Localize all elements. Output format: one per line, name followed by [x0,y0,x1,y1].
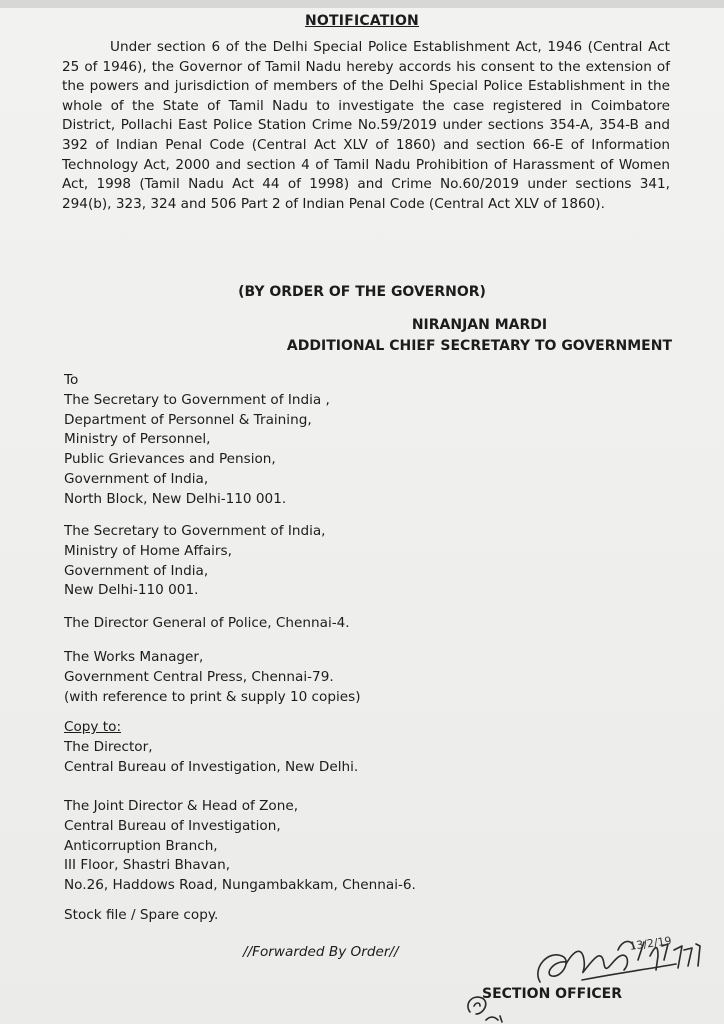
recipient-block [64,648,664,707]
copy-recipient-line: No.26, Haddows Road, Nungambakkam, Chennai-6. [64,877,416,894]
copy-recipient-line: Anticorruption Branch, [64,837,218,854]
copy-to-block [64,718,664,777]
signatory-name: NIRANJAN MARDI [411,317,548,333]
signatory-designation: ADDITIONAL CHIEF SECRETARY TO GOVERNMENT [286,338,672,354]
recipient-line: Government of India, [64,562,209,579]
recipient-line: The Secretary to Government of India , [64,391,330,408]
recipient-block [64,522,664,601]
handwritten-signature-icon [462,920,724,1024]
copy-to-label: Copy to: [64,719,122,735]
forwarded-by-order: //Forwarded By Order// [243,944,399,960]
copy-recipient-line: The Director, [64,738,153,755]
recipient-line: Ministry of Home Affairs, [64,542,232,559]
recipient-line: Government of India, [64,470,209,487]
recipient-line: The Secretary to Government of India, [64,523,326,539]
top-edge [0,0,724,8]
recipient-line: The Works Manager, [64,649,204,665]
to-block [64,371,664,510]
recipient-line: North Block, New Delhi-110 001. [64,490,287,507]
recipient-block [64,614,664,634]
order-line: (BY ORDER OF THE GOVERNOR) [238,284,486,300]
recipient-line: Ministry of Personnel, [64,431,211,448]
notification-body: Under section 6 of the Delhi Special Police Establishment Act, 1946 (Central Act 25 of 1946), the Governor of Tamil Nadu hereby accords his consent to the extension of the powers and jurisdiction of members of the Delhi Special Police Establishment in the whole of the State of Tamil Nadu to investigate the case registered in Coimbatore District, Pollachi East Police Station Crime No.59/2019 under sections 354-A, 354-B and 392 of Indian Penal Code (Central Act XLV of 1860) and section 66-E of Information Technology Act, 2000 and section 4 of Tamil Nadu Prohibition of Harassment of Women Act, 1998 (Tamil Nadu Act 44 of 1998) and Crime No.60/2019 under sections 341, 294(b), 323, 324 and 506 Part 2 of Indian Penal Code (Central Act XLV of 1860). [62,39,670,212]
signatory-block [287,315,672,357]
recipient-line: Public Grievances and Pension, [64,451,276,468]
recipient-line: Department of Personnel & Training, [64,411,312,428]
copy-recipient-line: III Floor, Shastri Bhavan, [64,857,231,874]
recipient-line: (with reference to print & supply 10 copies) [64,688,361,705]
copy-recipient-line: Central Bureau of Investigation, [64,817,281,834]
to-label: To [64,372,79,388]
recipient-line: Government Central Press, Chennai-79. [64,668,334,685]
recipient-line: New Delhi-110 001. [64,582,199,599]
handwritten-date-text: 13/2/19 [628,934,673,953]
copy-recipient-line: The Joint Director & Head of Zone, [64,798,299,814]
section-officer-label: SECTION OFFICER [482,986,623,1002]
recipient-line: The Director General of Police, Chennai-4. [64,615,350,631]
copy-recipient-block [64,797,664,896]
stock-file-text: Stock file / Spare copy. [64,907,219,923]
notification-title: NOTIFICATION [305,13,419,29]
copy-recipient-line: Central Bureau of Investigation, New Delhi. [64,758,359,775]
